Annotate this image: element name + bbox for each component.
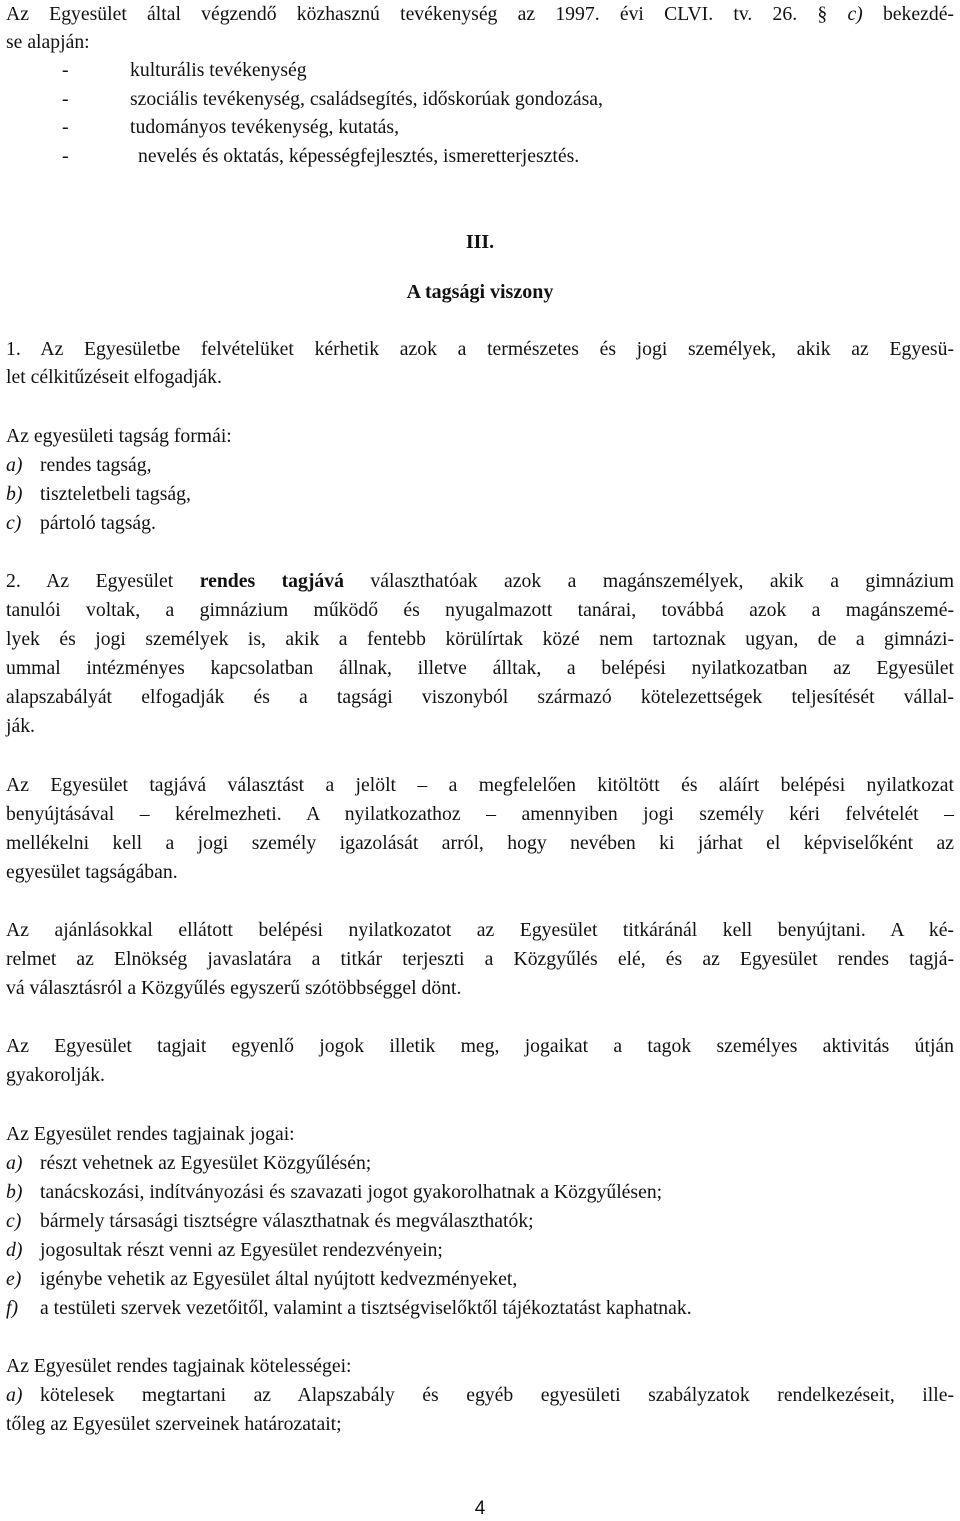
intro-line-1: [6, 2, 954, 27]
item-text: rendes tagság,: [40, 454, 152, 476]
equal-rights-line: gyakorolják.: [6, 1064, 105, 1086]
item-label: d): [6, 1239, 23, 1261]
rights-item: [6, 1267, 517, 1292]
section-2-line: [6, 569, 954, 594]
item-text: tiszteletbeli tagság,: [40, 483, 191, 505]
item-label: a): [6, 1384, 23, 1406]
equal-rights-line: Az Egyesület tagjait egyenlő jogok illetik meg, jogaikat a tagok személyes aktivitás útján: [6, 1035, 954, 1057]
intro-line-2: se alapján:: [6, 31, 90, 53]
election-line: benyújtásával – kérelmezheti. A nyilatkozathoz – amennyiben jogi személy kéri felvételét –: [6, 803, 954, 825]
chapter-number: III.: [465, 231, 495, 253]
section-2-line: alapszabályát elfogadják és a tagsági viszonyból származó kötelezettségek teljesítését vállal-: [6, 686, 954, 708]
election-line: egyesület tagságában.: [6, 861, 178, 883]
rights-item: [6, 1238, 443, 1263]
intro-line-1-tail: bekezdé-: [862, 3, 954, 25]
dash-bullet: -: [62, 59, 69, 81]
item-text: részt vehetnek az Egyesület Közgyűlésén;: [40, 1152, 372, 1174]
item-text: a testületi szervek vezetőitől, valamint a tisztségviselőktől tájékoztatást kaphatnak.: [40, 1297, 692, 1319]
intro-line-1-italic: c): [847, 3, 863, 25]
item-label: e): [6, 1268, 22, 1290]
section-2-text: választhatóak azok a magánszemélyek, akik a gimnázium: [343, 570, 955, 592]
rights-item: [6, 1180, 662, 1205]
chapter-title: A tagsági viszony: [406, 281, 554, 303]
submission-line: vá választásról a Közgyűlés egyszerű szótöbbséggel dönt.: [6, 977, 462, 999]
submission-line: relmet az Elnökség javaslatára a titkár terjeszti a Közgyűlés elé, és az Egyesület rendes tagjá-: [6, 948, 954, 970]
rights-item: [6, 1209, 534, 1234]
section-2-line: ják.: [6, 715, 35, 737]
forms-item: [6, 453, 152, 478]
submission-line: Az ajánlásokkal ellátott belépési nyilatkozatot az Egyesület titkáránál kell benyújtani. A ké-: [6, 919, 954, 941]
item-label: f): [6, 1297, 19, 1319]
activity-text: nevelés és oktatás, képességfejlesztés, ismeretterjesztés.: [138, 145, 580, 167]
forms-item: [6, 511, 156, 536]
duties-heading: Az Egyesület rendes tagjainak kötelességei:: [6, 1355, 352, 1377]
forms-heading: Az egyesületi tagság formái:: [6, 425, 232, 447]
section-1-line: let célkitűzéseit elfogadják.: [6, 366, 222, 388]
item-label: b): [6, 483, 23, 505]
item-text: tanácskozási, indítványozási és szavazati jogot gyakorolhatnak a Közgyűlésen;: [40, 1181, 663, 1203]
dash-bullet: -: [62, 116, 69, 138]
intro-line-1-text: Az Egyesület által végzendő közhasznú tevékenység az 1997. évi CLVI. tv. 26. §: [6, 3, 848, 25]
dash-bullet: -: [62, 145, 69, 167]
duties-item: [6, 1383, 954, 1408]
section-1-line: 1. Az Egyesületbe felvételüket kérhetik azok a természetes és jogi személyek, akik az Egyesü-: [6, 338, 954, 360]
duties-item-continued: tőleg az Egyesület szerveinek határozatait;: [6, 1413, 342, 1435]
section-2-line: tanulói voltak, a gimnázium működő és nyugalmazott tanárai, továbbá azok a magánszemé-: [6, 599, 954, 621]
item-label: a): [6, 1152, 23, 1174]
rights-item: [6, 1151, 371, 1176]
activity-text: tudományos tevékenység, kutatás,: [130, 116, 400, 138]
activity-text: kulturális tevékenység: [130, 59, 307, 81]
election-line: mellékelni kell a jogi személy igazolását arról, hogy nevében ki járhat el képviselőként az: [6, 832, 954, 854]
item-text: kötelesek megtartani az Alapszabály és egyéb egyesületi szabályzatok rendelkezéseit, ille-: [40, 1384, 954, 1406]
election-line: Az Egyesület tagjává választást a jelölt – a megfelelően kitöltött és aláírt belépési nyilatkozat: [6, 774, 954, 796]
item-label: c): [6, 512, 22, 534]
item-text: jogosultak részt venni az Egyesület rendezvényein;: [40, 1239, 443, 1261]
item-text: igénybe vehetik az Egyesület által nyújtott kedvezményeket,: [40, 1268, 518, 1290]
rights-item: [6, 1296, 692, 1321]
section-2-bold: rendes tagjává: [199, 570, 344, 592]
item-label: c): [6, 1210, 22, 1232]
section-2-line: lyek és jogi személyek is, akik a fentebb körülírtak közé nem tartoznak ugyan, de a gimnázi-: [6, 628, 954, 650]
forms-item: [6, 482, 191, 507]
section-2-line: ummal intézményes kapcsolatban állnak, illetve álltak, a belépési nyilatkozatban az Egyesület: [6, 657, 954, 679]
rights-heading: Az Egyesület rendes tagjainak jogai:: [6, 1123, 295, 1145]
activity-text: szociális tevékenység, családsegítés, időskorúak gondozása,: [130, 88, 603, 110]
item-text: pártoló tagság.: [40, 512, 156, 534]
section-2-text: 2. Az Egyesület: [6, 570, 200, 592]
page-number: 4: [474, 1498, 486, 1519]
item-label: b): [6, 1181, 23, 1203]
item-text: bármely társasági tisztségre választhatnak és megválaszthatók;: [40, 1210, 534, 1232]
dash-bullet: -: [62, 88, 69, 110]
item-label: a): [6, 454, 23, 476]
